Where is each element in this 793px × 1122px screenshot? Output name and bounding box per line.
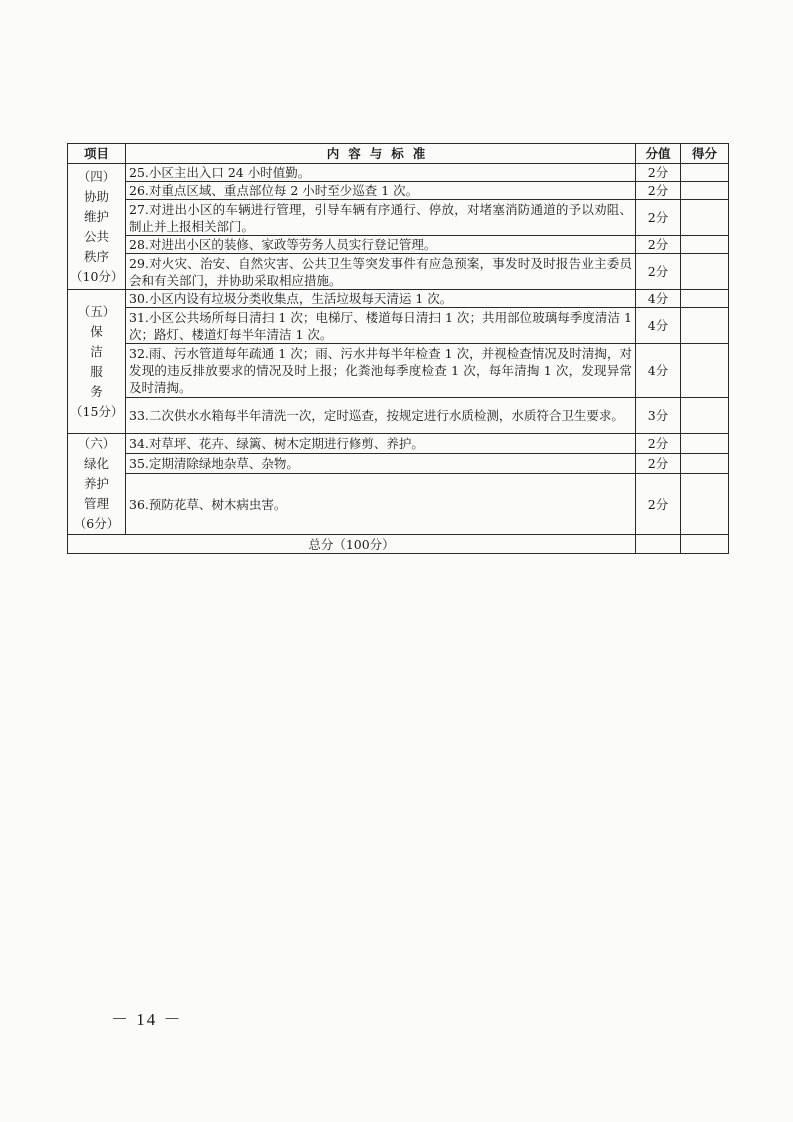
category-cell <box>68 434 126 535</box>
header-score: 分值 <box>636 144 681 164</box>
category-line: 服 <box>90 363 103 379</box>
category-line: （15分） <box>70 403 124 419</box>
table-header-row <box>68 144 729 164</box>
category-line: 管理 <box>83 496 109 511</box>
score-value: 2分 <box>636 254 681 290</box>
score-value: 2分 <box>636 164 681 182</box>
score-value: 2分 <box>636 182 681 200</box>
category-line: 协助 <box>83 188 109 204</box>
table-row <box>68 182 729 200</box>
criterion-text: 25.小区主出入口 24 小时值勤。 <box>126 164 636 182</box>
category-line: （四） <box>77 168 116 184</box>
category-line: 洁 <box>90 343 103 359</box>
score-value: 2分 <box>636 434 681 454</box>
score-value: 4分 <box>636 308 681 344</box>
category-line: 公共 <box>83 228 109 244</box>
score-value: 3分 <box>636 398 681 434</box>
category-line: （六） <box>77 436 116 451</box>
category-line: 维护 <box>83 208 109 224</box>
table-row <box>68 290 729 308</box>
got-score-cell <box>681 454 729 474</box>
category-line: 保 <box>90 323 103 339</box>
total-got-cell <box>681 535 729 554</box>
category-line: （6分） <box>73 516 120 531</box>
got-score-cell <box>681 200 729 236</box>
criterion-text: 29.对火灾、治安、自然灾害、公共卫生等突发事件有应急预案，事发时及时报告业主委员会和有关部门，并协助采取相应措施。 <box>126 254 636 290</box>
score-value: 2分 <box>636 200 681 236</box>
table-row <box>68 308 729 344</box>
got-score-cell <box>681 344 729 398</box>
table-row <box>68 344 729 398</box>
criterion-text: 28.对进出小区的装修、家政等劳务人员实行登记管理。 <box>126 236 636 254</box>
got-score-cell <box>681 434 729 454</box>
got-score-cell <box>681 308 729 344</box>
got-score-cell <box>681 290 729 308</box>
score-value: 4分 <box>636 290 681 308</box>
score-value: 4分 <box>636 344 681 398</box>
table-row <box>68 434 729 454</box>
criterion-text: 30.小区内设有垃圾分类收集点，生活垃圾每天清运 1 次。 <box>126 290 636 308</box>
category-line: （五） <box>77 303 116 319</box>
scoring-table <box>67 143 729 554</box>
category-line: 秩序 <box>83 248 109 264</box>
category-line: 务 <box>90 383 103 399</box>
table-body <box>68 164 729 554</box>
table-row <box>68 164 729 182</box>
score-value: 2分 <box>636 236 681 254</box>
criterion-text: 36.预防花草、树木病虫害。 <box>126 474 636 535</box>
category-cell <box>68 290 126 434</box>
criterion-text: 27.对进出小区的车辆进行管理，引导车辆有序通行、停放，对堵塞消防通道的予以劝阻、制止并上报相关部门。 <box>126 200 636 236</box>
table-row <box>68 200 729 236</box>
got-score-cell <box>681 474 729 535</box>
criterion-text: 35.定期清除绿地杂草、杂物。 <box>126 454 636 474</box>
table-row <box>68 454 729 474</box>
scoring-table-container <box>67 143 728 554</box>
total-score-cell <box>636 535 681 554</box>
got-score-cell <box>681 254 729 290</box>
score-value: 2分 <box>636 454 681 474</box>
got-score-cell <box>681 398 729 434</box>
header-item: 项目 <box>68 144 126 164</box>
criterion-text: 34.对草坪、花卉、绿篱、树木定期进行修剪、养护。 <box>126 434 636 454</box>
got-score-cell <box>681 164 729 182</box>
table-row <box>68 254 729 290</box>
category-line: 养护 <box>83 476 109 491</box>
table-row <box>68 474 729 535</box>
table-row <box>68 236 729 254</box>
header-content: 内容与标准 <box>126 144 636 164</box>
criterion-text: 32.雨、污水管道每年疏通 1 次；雨、污水井每半年检查 1 次，并视检查情况及时清掏，对发现的违反排放要求的情况及时上报；化粪池每季度检查 1 次，每年清掏 1 次，发现异常及时清掏。 <box>126 344 636 398</box>
criterion-text: 26.对重点区域、重点部位每 2 小时至少巡查 1 次。 <box>126 182 636 200</box>
table-row <box>68 398 729 434</box>
criterion-text: 31.小区公共场所每日清扫 1 次；电梯厅、楼道每日清扫 1 次；共用部位玻璃每季度清洁 1 次；路灯、楼道灯每半年清洁 1 次。 <box>126 308 636 344</box>
category-cell <box>68 164 126 290</box>
got-score-cell <box>681 182 729 200</box>
got-score-cell <box>681 236 729 254</box>
page-number: － 14 － <box>111 1010 183 1029</box>
table-row <box>68 535 729 554</box>
criterion-text: 33.二次供水水箱每半年清洗一次，定时巡查，按规定进行水质检测，水质符合卫生要求。 <box>126 398 636 434</box>
category-line: （10分） <box>70 268 124 284</box>
total-label: 总分（100分） <box>68 535 636 554</box>
category-line: 绿化 <box>83 456 109 471</box>
header-got: 得分 <box>681 144 729 164</box>
score-value: 2分 <box>636 474 681 535</box>
